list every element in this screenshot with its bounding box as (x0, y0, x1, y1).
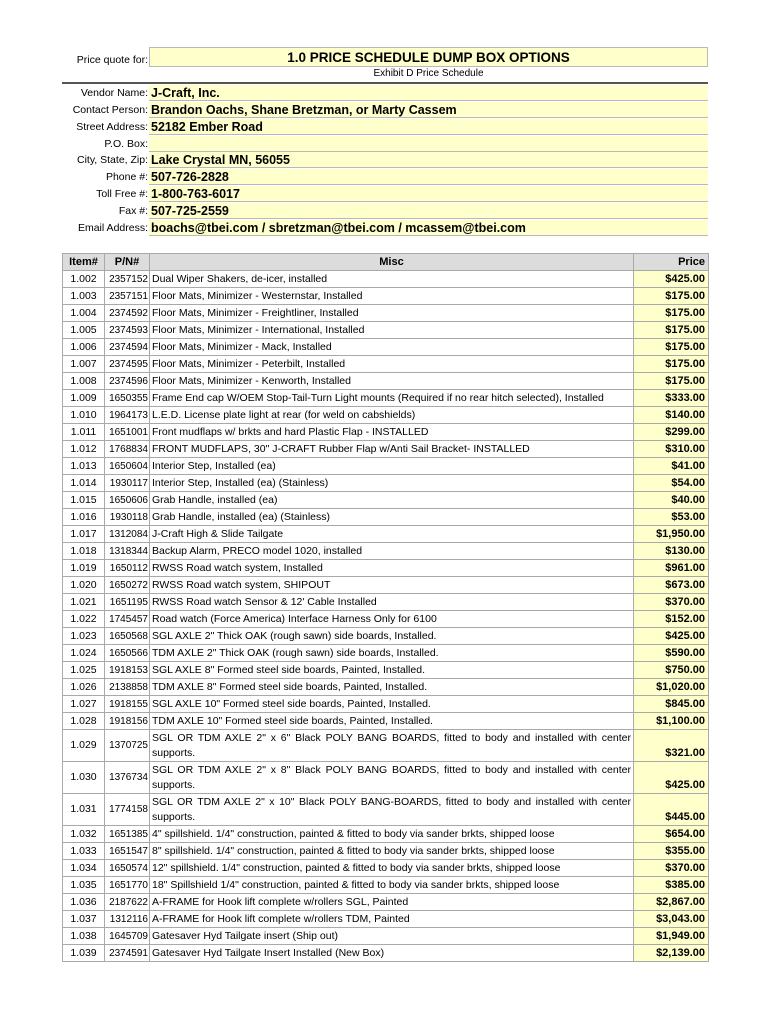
item-cell: 1.024 (63, 645, 105, 662)
part-number-cell: 1650272 (105, 577, 150, 594)
description-cell: SGL OR TDM AXLE 2" x 6" Black POLY BANG BOARDS, fitted to body and installed with center supports. (150, 730, 634, 762)
part-number-cell: 1650606 (105, 492, 150, 509)
pn-column-header: P/N# (105, 254, 150, 271)
description-cell: Dual Wiper Shakers, de-icer, installed (150, 271, 634, 288)
price-cell[interactable]: $961.00 (634, 560, 709, 577)
description-cell: SGL AXLE 8" Formed steel side boards, Painted, Installed. (150, 662, 634, 679)
table-row (63, 424, 709, 441)
description-cell: SGL OR TDM AXLE 2" x 10" Black POLY BANG-BOARDS, fitted to body and installed with center supports. (150, 794, 634, 826)
description-cell: RWSS Road watch system, Installed (150, 560, 634, 577)
description-cell: Floor Mats, Minimizer - Kenworth, Installed (150, 373, 634, 390)
price-cell[interactable]: $355.00 (634, 843, 709, 860)
table-row (63, 543, 709, 560)
part-number-cell: 2374593 (105, 322, 150, 339)
street-address-field[interactable]: 52182 Ember Road (149, 119, 708, 135)
part-number-cell: 1745457 (105, 611, 150, 628)
price-table (62, 253, 709, 962)
price-cell[interactable]: $175.00 (634, 356, 709, 373)
price-cell[interactable]: $299.00 (634, 424, 709, 441)
item-cell: 1.014 (63, 475, 105, 492)
description-cell: Grab Handle, installed (ea) (Stainless) (150, 509, 634, 526)
item-cell: 1.018 (63, 543, 105, 560)
item-cell: 1.033 (63, 843, 105, 860)
price-cell[interactable]: $175.00 (634, 288, 709, 305)
vendor-name-label: Vendor Name: (80, 87, 148, 99)
table-row (63, 762, 709, 794)
email-label: Email Address: (77, 222, 148, 234)
table-row (63, 305, 709, 322)
description-cell: Grab Handle, installed (ea) (150, 492, 634, 509)
fax-label: Fax #: (118, 205, 148, 217)
price-cell[interactable]: $175.00 (634, 305, 709, 322)
description-cell: 8" spillshield. 1/4" construction, painted & fitted to body via sander brkts, shipped loose (150, 843, 634, 860)
part-number-cell: 1768834 (105, 441, 150, 458)
price-cell[interactable]: $425.00 (634, 628, 709, 645)
part-number-cell: 1930117 (105, 475, 150, 492)
price-cell[interactable]: $53.00 (634, 509, 709, 526)
item-cell: 1.034 (63, 860, 105, 877)
phone-label: Phone #: (105, 171, 148, 183)
table-row (63, 611, 709, 628)
item-cell: 1.013 (63, 458, 105, 475)
description-cell: Floor Mats, Minimizer - Freightliner, Installed (150, 305, 634, 322)
description-cell: Floor Mats, Minimizer - Westernstar, Installed (150, 288, 634, 305)
price-cell[interactable]: $425.00 (634, 762, 709, 794)
price-cell[interactable]: $321.00 (634, 730, 709, 762)
description-cell: Front mudflaps w/ brkts and hard Plastic Flap - INSTALLED (150, 424, 634, 441)
table-row (63, 390, 709, 407)
table-row (63, 373, 709, 390)
quote-for-label: Price quote for: (76, 54, 148, 66)
description-cell: SGL AXLE 10" Formed steel side boards, Painted, Installed. (150, 696, 634, 713)
table-row (63, 826, 709, 843)
item-cell: 1.026 (63, 679, 105, 696)
part-number-cell: 1376734 (105, 762, 150, 794)
po-box-label: P.O. Box: (104, 138, 148, 150)
description-cell: L.E.D. License plate light at rear (for weld on cabshields) (150, 407, 634, 424)
part-number-cell: 1918155 (105, 696, 150, 713)
part-number-cell: 1650574 (105, 860, 150, 877)
table-row (63, 475, 709, 492)
table-row (63, 945, 709, 962)
price-cell[interactable]: $1,020.00 (634, 679, 709, 696)
table-row (63, 356, 709, 373)
table-row (63, 911, 709, 928)
table-row (63, 322, 709, 339)
item-cell: 1.003 (63, 288, 105, 305)
table-row (63, 492, 709, 509)
table-row (63, 560, 709, 577)
price-cell[interactable]: $1,100.00 (634, 713, 709, 730)
price-cell[interactable]: $845.00 (634, 696, 709, 713)
item-cell: 1.038 (63, 928, 105, 945)
price-cell[interactable]: $41.00 (634, 458, 709, 475)
item-cell: 1.004 (63, 305, 105, 322)
part-number-cell: 2374594 (105, 339, 150, 356)
table-row (63, 843, 709, 860)
part-number-cell: 2138858 (105, 679, 150, 696)
price-column-header: Price (634, 254, 709, 271)
item-cell: 1.009 (63, 390, 105, 407)
part-number-cell: 2357152 (105, 271, 150, 288)
item-cell: 1.022 (63, 611, 105, 628)
price-cell[interactable]: $654.00 (634, 826, 709, 843)
part-number-cell: 1650355 (105, 390, 150, 407)
price-cell[interactable]: $385.00 (634, 877, 709, 894)
header-divider (62, 82, 708, 84)
description-cell: Road watch (Force America) Interface Harness Only for 6100 (150, 611, 634, 628)
item-cell: 1.002 (63, 271, 105, 288)
table-header-row (63, 254, 709, 271)
description-cell: J-Craft High & Slide Tailgate (150, 526, 634, 543)
price-cell[interactable]: $445.00 (634, 794, 709, 826)
part-number-cell: 1650566 (105, 645, 150, 662)
price-cell[interactable]: $370.00 (634, 860, 709, 877)
part-number-cell: 2374591 (105, 945, 150, 962)
price-cell[interactable]: $40.00 (634, 492, 709, 509)
part-number-cell: 1930118 (105, 509, 150, 526)
contact-person-label: Contact Person: (72, 104, 148, 116)
price-cell[interactable]: $1,949.00 (634, 928, 709, 945)
item-cell: 1.028 (63, 713, 105, 730)
item-cell: 1.027 (63, 696, 105, 713)
item-cell: 1.032 (63, 826, 105, 843)
part-number-cell: 2374596 (105, 373, 150, 390)
description-cell: Interior Step, Installed (ea) (150, 458, 634, 475)
part-number-cell: 1370725 (105, 730, 150, 762)
table-row (63, 441, 709, 458)
description-cell: TDM AXLE 2" Thick OAK (rough sawn) side boards, Installed. (150, 645, 634, 662)
part-number-cell: 1650604 (105, 458, 150, 475)
description-cell: A-FRAME for Hook lift complete w/rollers SGL, Painted (150, 894, 634, 911)
description-cell: Floor Mats, Minimizer - Peterbilt, Installed (150, 356, 634, 373)
price-cell[interactable]: $425.00 (634, 271, 709, 288)
table-row (63, 271, 709, 288)
table-row (63, 458, 709, 475)
fax-field[interactable]: 507-725-2559 (149, 203, 708, 219)
description-cell: Frame End cap W/OEM Stop-Tail-Turn Light mounts (Required if no rear hitch selected), Installed (150, 390, 634, 407)
description-cell: A-FRAME for Hook lift complete w/rollers TDM, Painted (150, 911, 634, 928)
description-cell: Gatesaver Hyd Tailgate insert (Ship out) (150, 928, 634, 945)
contact-person-field[interactable]: Brandon Oachs, Shane Bretzman, or Marty Cassem (149, 102, 708, 118)
vendor-name-field[interactable]: J-Craft, Inc. (149, 85, 708, 101)
item-cell: 1.023 (63, 628, 105, 645)
part-number-cell: 2357151 (105, 288, 150, 305)
part-number-cell: 1651001 (105, 424, 150, 441)
price-cell[interactable]: $370.00 (634, 594, 709, 611)
item-cell: 1.031 (63, 794, 105, 826)
price-cell[interactable]: $140.00 (634, 407, 709, 424)
item-cell: 1.020 (63, 577, 105, 594)
price-cell[interactable]: $1,950.00 (634, 526, 709, 543)
item-cell: 1.039 (63, 945, 105, 962)
city-state-zip-field[interactable]: Lake Crystal MN, 56055 (149, 152, 708, 168)
price-cell[interactable]: $3,043.00 (634, 911, 709, 928)
part-number-cell: 1318344 (105, 543, 150, 560)
item-cell: 1.011 (63, 424, 105, 441)
item-cell: 1.007 (63, 356, 105, 373)
item-cell: 1.029 (63, 730, 105, 762)
phone-field[interactable]: 507-726-2828 (149, 169, 708, 185)
description-cell: Floor Mats, Minimizer - International, Installed (150, 322, 634, 339)
part-number-cell: 1964173 (105, 407, 150, 424)
part-number-cell: 2374595 (105, 356, 150, 373)
item-cell: 1.005 (63, 322, 105, 339)
toll-free-label: Toll Free #: (96, 188, 148, 200)
item-cell: 1.036 (63, 894, 105, 911)
price-cell[interactable]: $673.00 (634, 577, 709, 594)
part-number-cell: 1312116 (105, 911, 150, 928)
description-cell: Backup Alarm, PRECO model 1020, installed (150, 543, 634, 560)
item-cell: 1.015 (63, 492, 105, 509)
item-cell: 1.008 (63, 373, 105, 390)
price-cell[interactable]: $333.00 (634, 390, 709, 407)
item-cell: 1.006 (63, 339, 105, 356)
part-number-cell: 1918156 (105, 713, 150, 730)
item-cell: 1.016 (63, 509, 105, 526)
po-box-field[interactable] (149, 136, 708, 152)
price-cell[interactable]: $750.00 (634, 662, 709, 679)
price-cell[interactable]: $175.00 (634, 322, 709, 339)
toll-free-field[interactable]: 1-800-763-6017 (149, 186, 708, 202)
item-cell: 1.019 (63, 560, 105, 577)
table-row (63, 526, 709, 543)
description-cell: 18" Spillshield 1/4" construction, painted & fitted to body via sander brkts, shipped loose (150, 877, 634, 894)
part-number-cell: 2187622 (105, 894, 150, 911)
description-cell: TDM AXLE 10" Formed steel side boards, Painted, Installed. (150, 713, 634, 730)
part-number-cell: 1651195 (105, 594, 150, 611)
price-cell[interactable]: $175.00 (634, 339, 709, 356)
description-cell: Interior Step, Installed (ea) (Stainless) (150, 475, 634, 492)
description-cell: Floor Mats, Minimizer - Mack, Installed (150, 339, 634, 356)
table-row (63, 860, 709, 877)
price-cell[interactable]: $2,139.00 (634, 945, 709, 962)
price-cell[interactable]: $175.00 (634, 373, 709, 390)
table-row (63, 509, 709, 526)
item-cell: 1.017 (63, 526, 105, 543)
table-row (63, 877, 709, 894)
misc-column-header: Misc (150, 254, 634, 271)
street-address-label: Street Address: (76, 121, 148, 133)
price-cell[interactable]: $310.00 (634, 441, 709, 458)
description-cell: FRONT MUDFLAPS, 30" J-CRAFT Rubber Flap w/Anti Sail Bracket- INSTALLED (150, 441, 634, 458)
price-cell[interactable]: $130.00 (634, 543, 709, 560)
table-row (63, 928, 709, 945)
item-cell: 1.021 (63, 594, 105, 611)
table-row (63, 645, 709, 662)
price-table-body (63, 271, 709, 962)
price-cell[interactable]: $590.00 (634, 645, 709, 662)
item-cell: 1.012 (63, 441, 105, 458)
part-number-cell: 1650568 (105, 628, 150, 645)
description-cell: 4" spillshield. 1/4" construction, painted & fitted to body via sander brkts, shipped loose (150, 826, 634, 843)
table-row (63, 679, 709, 696)
table-row (63, 794, 709, 826)
city-state-zip-label: City, State, Zip: (77, 154, 148, 166)
table-row (63, 594, 709, 611)
description-cell: RWSS Road watch system, SHIPOUT (150, 577, 634, 594)
part-number-cell: 1918153 (105, 662, 150, 679)
description-cell: 12" spillshield. 1/4" construction, painted & fitted to body via sander brkts, shipped loose (150, 860, 634, 877)
page-subtitle: Exhibit D Price Schedule (373, 68, 484, 79)
part-number-cell: 1651547 (105, 843, 150, 860)
description-cell: SGL AXLE 2" Thick OAK (rough sawn) side boards, Installed. (150, 628, 634, 645)
item-column-header: Item# (63, 254, 105, 271)
table-row (63, 288, 709, 305)
part-number-cell: 1312084 (105, 526, 150, 543)
description-cell: Gatesaver Hyd Tailgate Insert Installed (New Box) (150, 945, 634, 962)
price-cell[interactable]: $54.00 (634, 475, 709, 492)
part-number-cell: 1774158 (105, 794, 150, 826)
table-row (63, 696, 709, 713)
table-row (63, 628, 709, 645)
description-cell: TDM AXLE 8" Formed steel side boards, Painted, Installed. (150, 679, 634, 696)
part-number-cell: 1651385 (105, 826, 150, 843)
item-cell: 1.037 (63, 911, 105, 928)
item-cell: 1.010 (63, 407, 105, 424)
part-number-cell: 1651770 (105, 877, 150, 894)
table-row (63, 339, 709, 356)
email-field[interactable]: boachs@tbei.com / sbretzman@tbei.com / mcassem@tbei.com (149, 220, 708, 236)
table-row (63, 713, 709, 730)
description-cell: SGL OR TDM AXLE 2" x 8" Black POLY BANG BOARDS, fitted to body and installed with center supports. (150, 762, 634, 794)
description-cell: RWSS Road watch Sensor & 12' Cable Installed (150, 594, 634, 611)
page-title: 1.0 PRICE SCHEDULE DUMP BOX OPTIONS (149, 47, 708, 67)
part-number-cell: 2374592 (105, 305, 150, 322)
item-cell: 1.035 (63, 877, 105, 894)
table-row (63, 577, 709, 594)
item-cell: 1.025 (63, 662, 105, 679)
part-number-cell: 1645709 (105, 928, 150, 945)
item-cell: 1.030 (63, 762, 105, 794)
price-cell[interactable]: $2,867.00 (634, 894, 709, 911)
price-cell[interactable]: $152.00 (634, 611, 709, 628)
table-row (63, 407, 709, 424)
part-number-cell: 1650112 (105, 560, 150, 577)
table-row (63, 894, 709, 911)
table-row (63, 662, 709, 679)
table-row (63, 730, 709, 762)
